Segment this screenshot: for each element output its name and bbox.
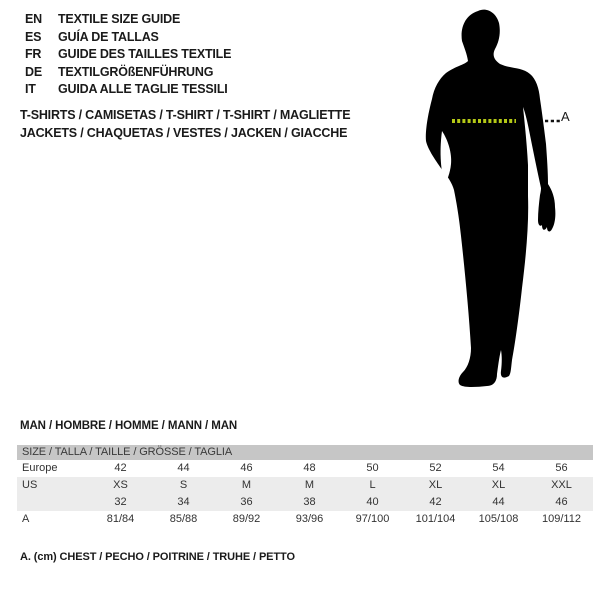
language-item [25, 29, 231, 47]
row-label [17, 494, 89, 511]
table-row [17, 460, 593, 477]
table-cell: XS [113, 479, 128, 491]
language-item [25, 11, 231, 29]
category-line-tshirts: T-SHIRTS / CAMISETAS / T-SHIRT / T-SHIRT / MAGLIETTE [20, 108, 351, 122]
size-table-body [17, 460, 593, 528]
row-label: US [22, 479, 38, 491]
table-cell: 109/112 [542, 513, 581, 525]
table-cell: 97/100 [355, 513, 390, 525]
table-cell: 42 [114, 462, 127, 474]
chest-measure-label: A [561, 109, 570, 124]
man-silhouette-body [426, 10, 556, 387]
table-row [17, 494, 593, 511]
size-table-header: SIZE / TALLA / TAILLE / GRÖSSE / TAGLIA [17, 445, 593, 460]
table-cell: 36 [240, 496, 253, 508]
table-cell: 81/84 [106, 513, 135, 525]
table-cell: 46 [240, 462, 253, 474]
table-cell: M [304, 479, 315, 491]
table-cell: 85/88 [169, 513, 198, 525]
table-cell: 48 [303, 462, 316, 474]
language-code: ES [25, 29, 42, 44]
measurement-footnote: A. (cm) CHEST / PECHO / POITRINE / TRUHE / PETTO [20, 551, 295, 563]
table-cell: L [369, 479, 376, 491]
table-row [17, 511, 593, 528]
language-item [25, 64, 231, 82]
table-cell: 38 [303, 496, 316, 508]
language-code: IT [25, 82, 36, 96]
language-list [25, 11, 231, 99]
size-table [17, 445, 593, 528]
language-code: DE [25, 64, 42, 79]
table-cell: 89/92 [232, 513, 261, 525]
table-cell: 93/96 [295, 513, 324, 525]
category-line-jackets: JACKETS / CHAQUETAS / VESTES / JACKEN / GIACCHE [20, 126, 348, 140]
table-cell: XXL [551, 479, 572, 491]
language-label: GUÍA DE TALLAS [58, 29, 159, 44]
man-silhouette [415, 4, 580, 400]
language-label: TEXTILGRÖßENFÜHRUNG [58, 64, 214, 79]
table-cell: 40 [366, 496, 379, 508]
language-item [25, 81, 231, 99]
language-code: EN [25, 12, 42, 26]
table-cell: 52 [429, 462, 442, 474]
language-code: FR [25, 47, 42, 61]
row-label: A [22, 513, 30, 525]
table-cell: 105/108 [478, 513, 519, 525]
table-row [17, 477, 593, 494]
row-label: Europe [22, 462, 58, 474]
table-cell: M [241, 479, 252, 491]
table-cell: 32 [114, 496, 127, 508]
language-label: GUIDA ALLE TAGLIE TESSILI [58, 82, 228, 96]
language-item [25, 46, 231, 64]
section-title-man: MAN / HOMBRE / HOMME / MANN / MAN [20, 420, 238, 432]
language-label: TEXTILE SIZE GUIDE [58, 12, 181, 26]
table-cell: S [179, 479, 188, 491]
table-cell: 46 [555, 496, 568, 508]
table-cell: 34 [177, 496, 190, 508]
table-cell: 44 [177, 462, 190, 474]
table-cell: 101/104 [415, 513, 456, 525]
table-cell: 50 [366, 462, 379, 474]
table-cell: 42 [429, 496, 442, 508]
category-lines [20, 106, 350, 142]
table-cell: XL [428, 479, 443, 491]
table-cell: XL [491, 479, 506, 491]
table-cell: 54 [492, 462, 505, 474]
table-cell: 44 [492, 496, 505, 508]
table-cell: 56 [555, 462, 568, 474]
language-label: GUIDE DES TAILLES TEXTILE [58, 47, 232, 61]
